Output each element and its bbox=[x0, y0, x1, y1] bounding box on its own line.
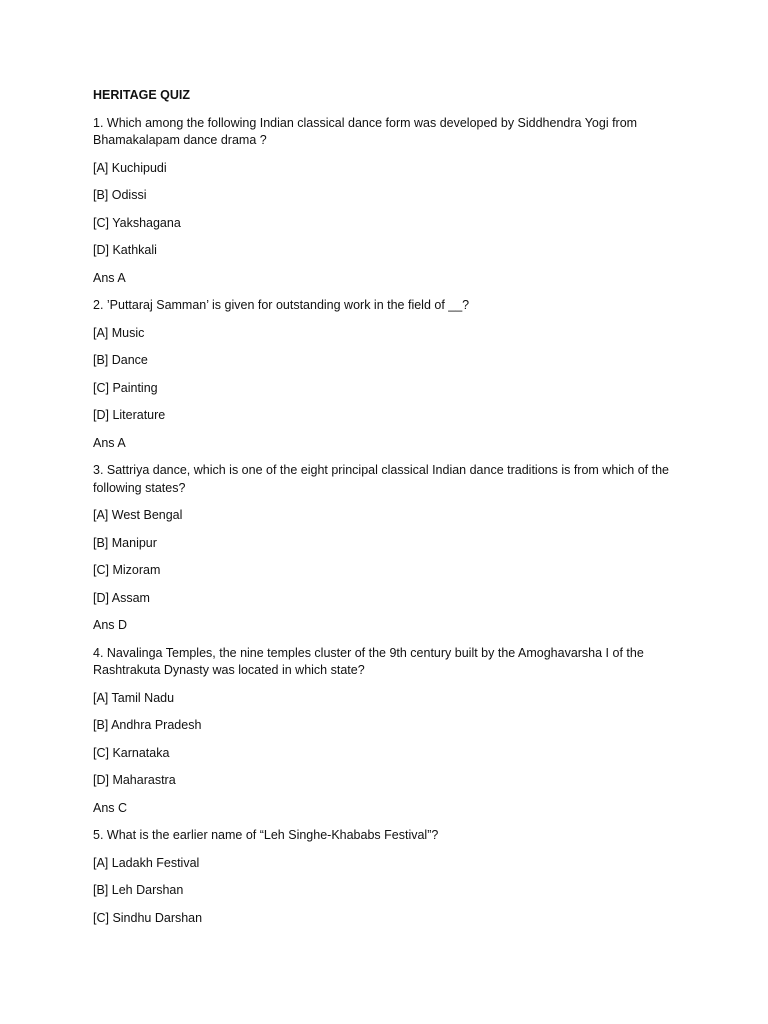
question-4-option-c: [C] Karnataka bbox=[93, 745, 170, 760]
question-3-option-c: [C] Mizoram bbox=[93, 563, 161, 577]
question-4-answer: Ans C bbox=[93, 800, 128, 815]
question-3-text: 3. Sattriya dance, which is one of the eight principal classical Indian dance traditions is from which of the following states? bbox=[93, 463, 670, 495]
question-3-option-b: [B] Manipur bbox=[93, 535, 157, 550]
question-1-option-c: [C] Yakshagana bbox=[93, 215, 181, 230]
question-1-option-d: [D] Kathkali bbox=[93, 243, 157, 257]
question-1-option-b: [B] Odissi bbox=[93, 188, 147, 202]
question-2-option-a: [A] Music bbox=[93, 325, 145, 340]
question-3-option-d: [D] Assam bbox=[93, 590, 150, 605]
question-2-option-c: [C] Painting bbox=[93, 380, 158, 395]
question-1-text: 1. Which among the following Indian classical dance form was developed by Siddhendra Yogi from Bhamakalapam dance drama ? bbox=[93, 115, 638, 147]
question-4-option-d: [D] Maharastra bbox=[93, 773, 176, 787]
document-page bbox=[93, 87, 683, 937]
document-title: HERITAGE QUIZ bbox=[93, 88, 190, 102]
question-2-answer: Ans A bbox=[93, 435, 126, 450]
question-2-option-b: [B] Dance bbox=[93, 353, 148, 367]
question-3-option-a: [A] West Bengal bbox=[93, 508, 183, 522]
question-2-option-d: [D] Literature bbox=[93, 408, 166, 422]
question-2-text: 2. ’Puttaraj Samman’ is given for outstanding work in the field of __? bbox=[93, 298, 470, 312]
question-5-option-a: [A] Ladakh Festival bbox=[93, 855, 200, 870]
question-5-text: 5. What is the earlier name of “Leh Singhe-Khababs Festival”? bbox=[93, 828, 439, 842]
question-4-text: 4. Navalinga Temples, the nine temples cluster of the 9th century built by the Amoghavarsha I of the Rashtrakuta Dynasty was located in which state? bbox=[93, 645, 644, 677]
question-4-option-a: [A] Tamil Nadu bbox=[93, 690, 175, 705]
question-4-option-b: [B] Andhra Pradesh bbox=[93, 718, 202, 732]
question-5-option-c: [C] Sindhu Darshan bbox=[93, 910, 203, 925]
question-1-option-a: [A] Kuchipudi bbox=[93, 160, 167, 175]
question-3-answer: Ans D bbox=[93, 618, 128, 632]
question-1-answer: Ans A bbox=[93, 270, 126, 285]
question-5-option-b: [B] Leh Darshan bbox=[93, 883, 184, 897]
